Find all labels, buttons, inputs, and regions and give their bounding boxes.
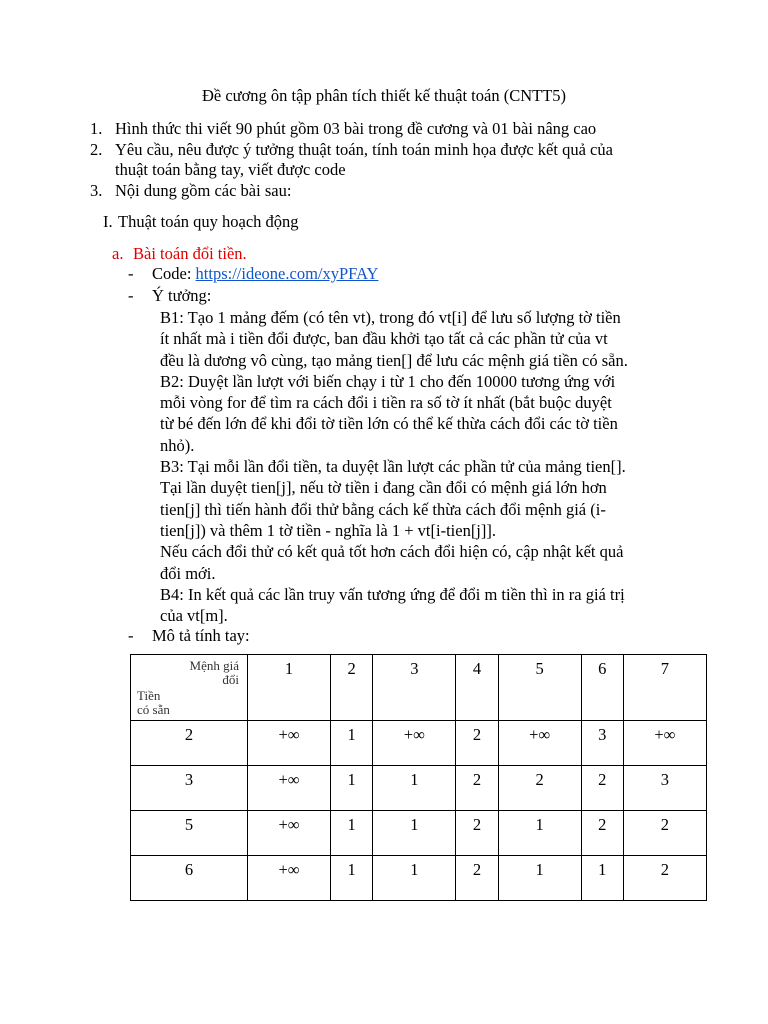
- step-line: nhỏ).: [160, 435, 195, 455]
- step-line: B2: Duyệt lần lượt với biến chạy i từ 1 cho đến 10000 tương ứng với: [160, 371, 616, 391]
- section-title: Thuật toán quy hoạch động: [118, 212, 299, 231]
- step-line: đổi mới.: [160, 563, 216, 583]
- corner-bottom-line: có sẵn: [137, 702, 170, 717]
- table-cell: +∞: [248, 811, 331, 856]
- section-number: I.: [103, 212, 113, 231]
- corner-bottom-label: [137, 689, 170, 717]
- bullet-dash: -: [128, 286, 134, 305]
- step-line: tien[j]) và thêm 1 tờ tiền - nghĩa là 1 + vt[i-tien[j]].: [160, 520, 497, 540]
- table-row: [131, 856, 707, 901]
- table-cell: 1: [331, 856, 373, 901]
- table-cell: 2: [623, 811, 706, 856]
- subsection-title: Bài toán đổi tiền.: [133, 244, 247, 263]
- table-cell: 1: [331, 766, 373, 811]
- step-line: B1: Tạo 1 mảng đếm (có tên vt), trong đó vt[i] để lưu số lượng tờ tiền: [160, 308, 621, 327]
- table-cell: +∞: [498, 721, 581, 766]
- code-link[interactable]: https://ideone.com/xyPFAY: [195, 264, 379, 283]
- step-line: Nếu cách đổi thử có kết quả tốt hơn cách đổi hiện có, cập nhật kết quả: [160, 542, 624, 562]
- step-line: tien[j] thì tiến hành đổi thử bằng cách kế thừa cách đổi mệnh giá (i-: [160, 499, 606, 519]
- column-header: 1: [248, 655, 331, 721]
- idea-line: [128, 286, 211, 306]
- coin-change-table: [130, 654, 707, 901]
- table-cell: 2: [581, 766, 623, 811]
- corner-bottom-line: Tiền: [137, 688, 161, 703]
- manual-line: [128, 626, 250, 646]
- steps-block: [160, 307, 680, 626]
- subsection-heading: [112, 244, 247, 264]
- table-cell: 3: [581, 721, 623, 766]
- table-cell: 2: [581, 811, 623, 856]
- table-cell: 2: [498, 766, 581, 811]
- intro-item: [90, 119, 690, 140]
- row-header: 2: [131, 721, 248, 766]
- code-line: [128, 264, 378, 284]
- table-cell: 1: [331, 811, 373, 856]
- step-line: B4: In kết quả các lần truy vấn tương ứng để đổi m tiền thì in ra giá trị: [160, 584, 625, 604]
- table-cell: 1: [373, 856, 456, 901]
- table-cell: +∞: [248, 856, 331, 901]
- table-cell: 1: [498, 811, 581, 856]
- column-header: 6: [581, 655, 623, 721]
- step-line: của vt[m].: [160, 606, 228, 626]
- code-label: Code:: [152, 264, 196, 283]
- table-cell: 2: [456, 856, 498, 901]
- table-header-row: [131, 655, 707, 721]
- intro-item-number: 3.: [90, 180, 103, 200]
- row-header: 6: [131, 856, 248, 901]
- step-line: ít nhất mà i tiền đổi được, ban đầu khởi tạo tất cả các phần tử của vt: [160, 329, 608, 349]
- intro-item: [90, 181, 690, 202]
- page-title: Đề cương ôn tập phân tích thiết kế thuật toán (CNTT5): [201, 86, 567, 105]
- column-header: 3: [373, 655, 456, 721]
- column-header: 7: [623, 655, 706, 721]
- table-cell: +∞: [373, 721, 456, 766]
- corner-top-line: Mệnh giá: [189, 658, 239, 673]
- subsection-number: a.: [112, 244, 124, 263]
- step-line: B3: Tại mỗi lần đổi tiền, ta duyệt lần lượt các phần tử của mảng tien[].: [160, 457, 626, 477]
- column-header: 2: [331, 655, 373, 721]
- section-heading: [103, 212, 299, 232]
- bullet-dash: -: [128, 626, 134, 645]
- manual-label: Mô tả tính tay:: [152, 626, 250, 645]
- table-cell: 2: [623, 856, 706, 901]
- table-cell: +∞: [623, 721, 706, 766]
- table-cell: 2: [456, 766, 498, 811]
- intro-item-line: thuật toán bằng tay, viết được code: [115, 160, 346, 179]
- row-header: 3: [131, 766, 248, 811]
- intro-item-line: Yêu cầu, nêu được ý tưởng thuật toán, tính toán minh họa được kết quả của: [115, 139, 613, 159]
- table-cell: +∞: [248, 766, 331, 811]
- table-cell: 1: [373, 766, 456, 811]
- intro-item-line: Hình thức thi viết 90 phút gồm 03 bài trong đề cương và 01 bài nâng cao: [115, 119, 597, 138]
- intro-item-number: 1.: [90, 119, 103, 138]
- intro-item: [90, 140, 690, 181]
- column-header: 5: [498, 655, 581, 721]
- table-cell: 1: [373, 811, 456, 856]
- bullet-dash: -: [128, 264, 134, 283]
- table-cell: 2: [456, 811, 498, 856]
- table-cell: +∞: [248, 721, 331, 766]
- intro-item-number: 2.: [90, 139, 103, 159]
- intro-item-line: Nội dung gồm các bài sau:: [115, 180, 292, 200]
- table-cell: 1: [331, 721, 373, 766]
- column-header: 4: [456, 655, 498, 721]
- table-row: [131, 811, 707, 856]
- corner-top-label: [190, 659, 239, 687]
- step-line: mỗi vòng for để tìm ra cách đổi i tiền ra số tờ ít nhất (bắt buộc duyệt: [160, 393, 612, 413]
- table-row: [131, 766, 707, 811]
- row-header: 5: [131, 811, 248, 856]
- table-cell: 3: [623, 766, 706, 811]
- step-line: đều là dương vô cùng, tạo mảng tien[] để lưu các mệnh giá tiền có sẵn.: [160, 350, 628, 370]
- idea-label: Ý tưởng:: [152, 286, 212, 305]
- table-cell: 1: [581, 856, 623, 901]
- table-corner-cell: [131, 655, 248, 721]
- table-row: [131, 721, 707, 766]
- intro-list: [90, 119, 690, 201]
- table-cell: 1: [498, 856, 581, 901]
- step-line: Tại lần duyệt tien[j], nếu tờ tiền i đang cần đổi có mệnh giá lớn hơn: [160, 478, 607, 498]
- step-line: từ bé đến lớn để khi đổi tờ tiền lớn có thể kế thừa cách đổi các tờ tiền: [160, 414, 618, 434]
- table-cell: 2: [456, 721, 498, 766]
- corner-top-line: đổi: [222, 672, 239, 687]
